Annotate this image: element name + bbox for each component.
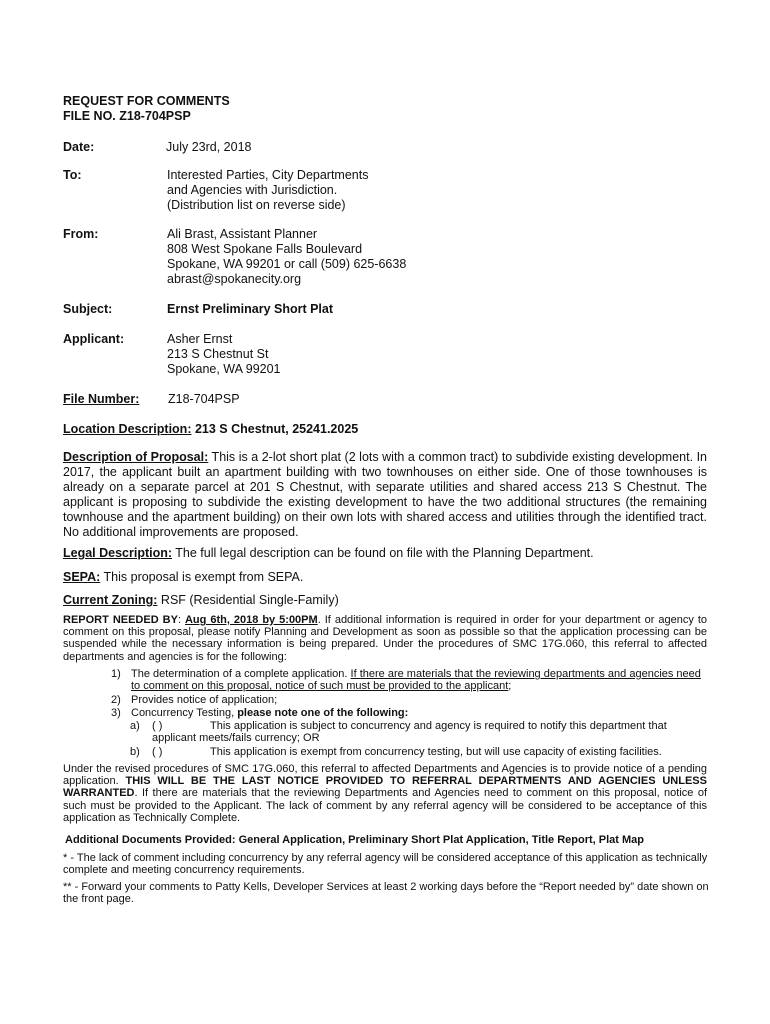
applicant-line: Asher Ernst <box>167 332 233 346</box>
from-email: abrast@spokanecity.org <box>167 272 302 286</box>
to-line: Interested Parties, City Departments <box>167 168 369 182</box>
footnote-1: * - The lack of comment including concurrency by any referral agency will be considered acceptance of this application as technically complete and meeting concurrency requirements. <box>63 852 708 877</box>
to-label: To: <box>63 168 82 182</box>
revised-bold: THIS WILL BE THE LAST NOTICE PROVIDED TO REFERRAL DEPARTMENTS AND AGENCIES UNLESS WARRANTED <box>63 775 707 800</box>
sub-a-checkbox[interactable]: ( ) <box>152 720 163 732</box>
report-label: REPORT NEEDED BY <box>63 614 178 626</box>
item-3-text <box>131 707 408 719</box>
applicant-label: Applicant: <box>63 332 125 346</box>
proposal-description <box>63 450 707 540</box>
item-2-text: Provides notice of application; <box>131 694 278 706</box>
sub-b-text: This application is exempt from concurrency testing, but will use capacity of existing facilities. <box>210 746 662 758</box>
document-title: REQUEST FOR COMMENTS <box>63 94 230 108</box>
subject-value: Ernst Preliminary Short Plat <box>167 302 334 316</box>
from-line: Spokane, WA 99201 or call (509) 625-6638 <box>167 257 407 271</box>
item-1-number: 1) <box>111 668 121 680</box>
to-value <box>167 168 368 213</box>
revised-procedures-paragraph <box>63 763 707 824</box>
proposal-text: This is a 2-lot short plat (2 lots with a common tract) to subdivide existing development. In 2017, the applicant built an apartment building with two townhouses on either side. One of those townhouses is already on a separate parcel at 201 S Chestnut, with separate utilities and shared access 213 S Chestnut. The applicant is proposing to subdivide the existing development to have the two additional structures (the remaining townhouse and the apartment building) on their own lots with shared access and utilities through the identified tract. No additional improvements are proposed. <box>63 450 708 539</box>
item-3-lead: Concurrency Testing, <box>131 707 238 719</box>
sub-a-text: This application is subject to concurrency and agency is required to notify this department that applicant meets/fails currency; OR <box>152 720 667 745</box>
legal-description <box>63 546 594 561</box>
from-line: 808 West Spokane Falls Boulevard <box>167 242 363 256</box>
applicant-line: Spokane, WA 99201 <box>167 362 281 376</box>
zoning-label: Current Zoning: <box>63 593 158 607</box>
item-2-number: 2) <box>111 694 121 706</box>
footnote-2: ** - Forward your comments to Patty Kells, Developer Services at least 2 working days before the “Report needed by” date shown on the front page. <box>63 881 709 906</box>
to-line: (Distribution list on reverse side) <box>167 198 346 212</box>
file-number-value: Z18-704PSP <box>168 392 240 406</box>
from-value <box>167 227 406 287</box>
sub-b-checkbox[interactable]: ( ) <box>152 746 163 758</box>
legal-text: The full legal description can be found on file with the Planning Department. <box>172 546 594 560</box>
file-number-label: File Number: <box>63 392 140 406</box>
current-zoning <box>63 593 339 608</box>
item-3-number: 3) <box>111 707 121 719</box>
sub-a-letter: a) <box>130 720 140 732</box>
report-deadline: Aug 6th, 2018 by 5:00PM <box>184 614 318 626</box>
sepa-text: This proposal is exempt from SEPA. <box>100 570 304 584</box>
date-label: Date: <box>63 140 95 154</box>
file-number-heading: FILE NO. Z18-704PSP <box>63 109 191 123</box>
item-3-bold: please note one of the following: <box>237 707 409 719</box>
proposal-label: Description of Proposal: <box>63 450 209 464</box>
sepa-label: SEPA: <box>63 570 101 584</box>
from-line: Ali Brast, Assistant Planner <box>167 227 318 241</box>
report-needed-paragraph <box>63 614 707 663</box>
report-colon: : <box>177 614 185 626</box>
subject-label: Subject: <box>63 302 113 316</box>
sub-b-letter: b) <box>130 746 140 758</box>
location-label: Location Description: <box>63 422 192 436</box>
item-1-underlined: If there are materials that the reviewing departments and agencies need to comment on this proposal, notice of such must be provided to the applicant <box>131 668 701 693</box>
item-1-lead: The determination of a complete application. <box>131 668 351 680</box>
sepa <box>63 570 303 585</box>
date-value: July 23rd, 2018 <box>166 140 252 154</box>
legal-label: Legal Description: <box>63 546 173 560</box>
item-1-text <box>131 668 711 692</box>
item-1-end: ; <box>508 680 512 693</box>
location-description <box>63 422 358 437</box>
to-line: and Agencies with Jurisdiction. <box>167 183 338 197</box>
from-label: From: <box>63 227 99 241</box>
report-text: . If additional information is required in order for your department or agency to comment on this proposal, please notify Planning and Development as soon as possible so that the application processing can be suspended while the necessary information is being prepared. Under the procedures of SMC 17G.060, this referral to affected departments and agencies is for the following: <box>63 614 707 663</box>
applicant-line: 213 S Chestnut St <box>167 347 269 361</box>
zoning-text: RSF (Residential Single-Family) <box>157 593 339 607</box>
applicant-value <box>167 332 281 377</box>
additional-documents: Additional Documents Provided: General Application, Preliminary Short Plat Application, Title Report, Plat Map <box>65 834 645 846</box>
revised-text-2: . If there are materials that the reviewing Departments and Agencies need to comment on this proposal, notice of such must be provided to the Applicant. The lack of comment by any referral agency will be considered to be acceptance of this application as Technically Complete. <box>63 787 707 824</box>
location-value: 213 S Chestnut, 25241.2025 <box>191 422 359 436</box>
revised-text-1: Under the revised procedures of SMC 17G.060, this referral to affected Departments and Agencies is to provide notice of a pending application. <box>63 763 707 788</box>
